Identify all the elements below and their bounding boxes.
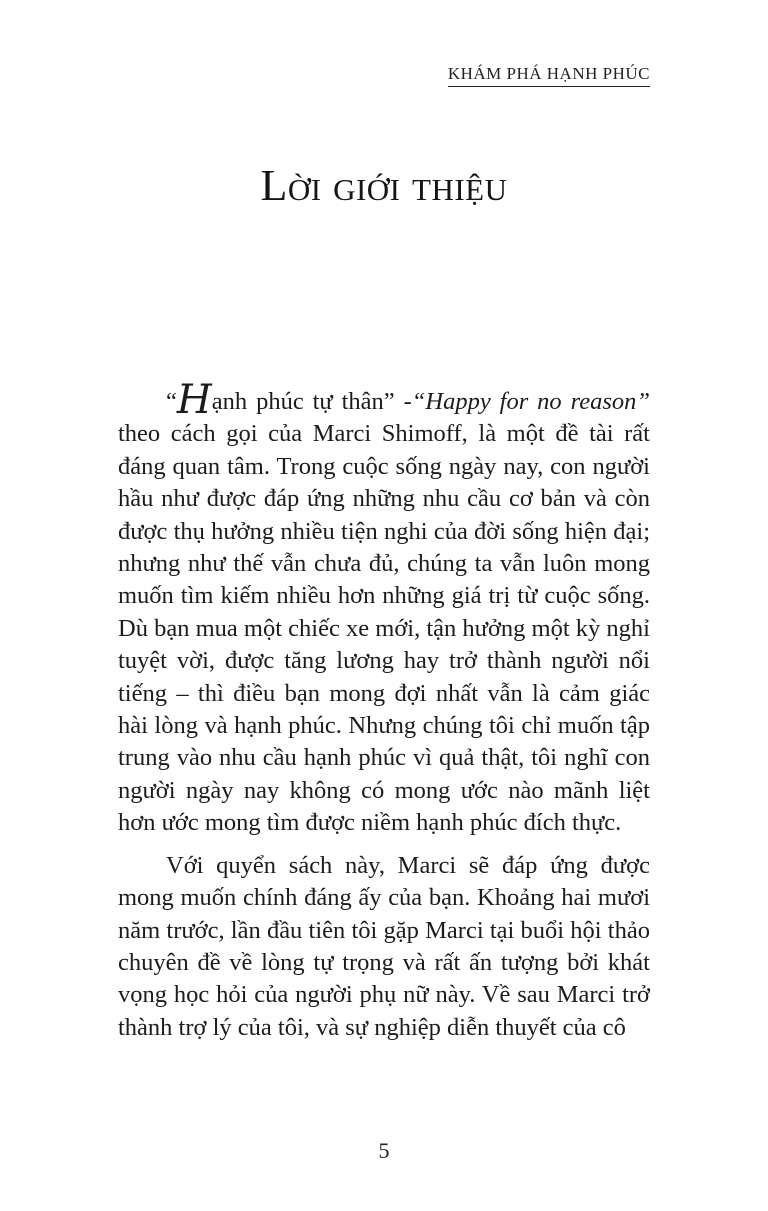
paragraph-1-body: theo cách gọi của Marci Shimoff, là một đề tài rất đáng quan tâm. Trong cuộc sống ngày nay, con người hầu như được đáp ứng những nhu cầu cơ bản và còn được thụ hưởng nhiều tiện nghi của đời sống hiện đại; nhưng như thế vẫn chưa đủ, chúng ta vẫn luôn mong muốn tìm kiếm nhiều hơn những giá trị từ cuộc sống. Dù bạn mua một chiếc xe mới, tận hưởng một kỳ nghỉ tuyệt vời, được tăng lương hay trở thành người nổi tiếng – thì điều bạn mong đợi nhất vẫn là cảm giác hài lòng và hạnh phúc. Nhưng chúng tôi chỉ muốn tập trung vào nhu cầu hạnh phúc vì quả thật, tôi nghĩ con người ngày nay không có mong ước nào mãnh liệt hơn ước mong tìm được niềm hạnh phúc đích thực. [118,420,650,837]
running-header: KHÁM PHÁ HẠNH PHÚC [448,64,650,87]
dropcap-letter: H [176,377,212,423]
page-number: 5 [378,1138,390,1163]
paragraph-1-english-quote: “Happy for no reason” [411,388,650,415]
paragraph-1-quote-rest: ạnh phúc tự thân” - [211,388,412,415]
body-text [118,377,650,1044]
paragraph-2: Với quyển sách này, Marci sẽ đáp ứng được mong muốn chính đáng ấy của bạn. Khoảng hai mươi năm trước, lần đầu tiên tôi gặp Marci tại buổi hội thảo chuyên đề về lòng tự trọng và rất ấn tượng bởi khát vọng học hỏi của người phụ nữ này. Về sau Marci trở thành trợ lý của tôi, và sự nghiệp diễn thuyết của cô [118,851,650,1041]
chapter-title: Lời giới thiệu [260,161,508,210]
paragraph-1-open-quote: “ [166,388,177,415]
paragraph-1 [118,377,650,840]
